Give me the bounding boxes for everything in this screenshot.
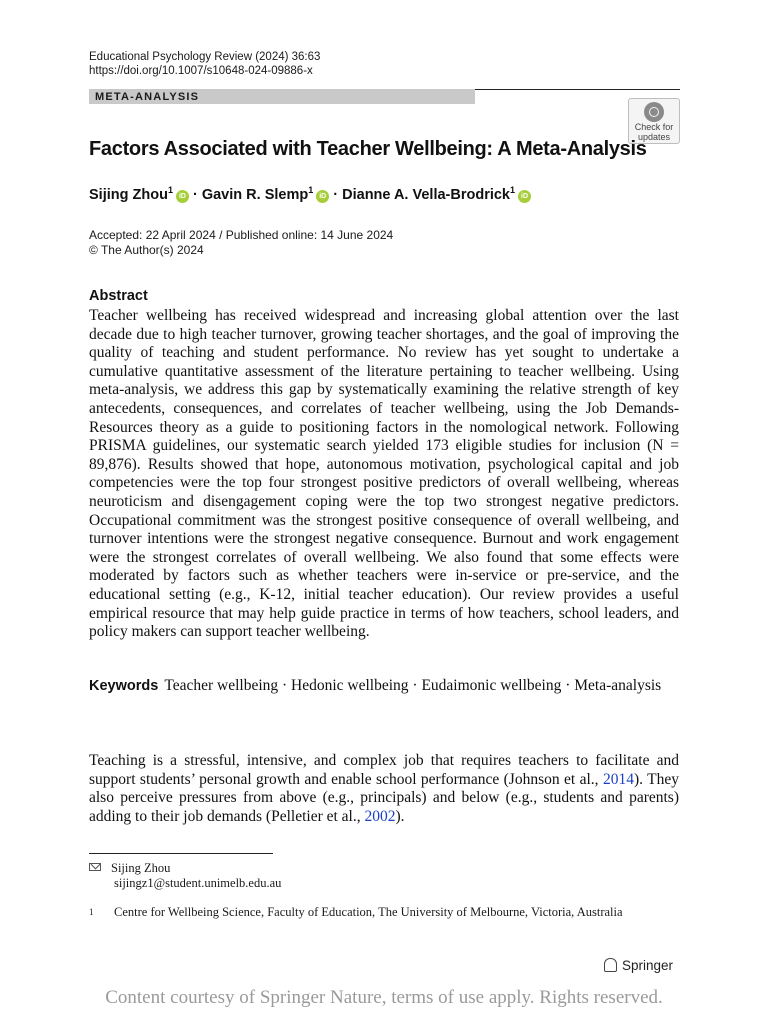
orcid-icon[interactable]: iD [176, 190, 189, 203]
journal-info [89, 50, 320, 78]
check-updates-icon [644, 102, 664, 122]
intro-text: ). They also perceive pressures from above (e.g., principals) and below (e.g., students and parents) adding to their job demands (Pelletier et al., [89, 770, 679, 825]
author-name[interactable]: Dianne A. Vella-Brodrick [342, 186, 511, 203]
intro-text: Teaching is a stressful, intensive, and complex job that requires teachers to facilitate and support students’ personal growth and enable school performance (Johnson et al., [89, 752, 679, 788]
doi-link[interactable]: https://doi.org/10.1007/s10648-024-09886-x [89, 65, 313, 77]
author-name[interactable]: Gavin R. Slemp [201, 186, 309, 203]
check-updates-line-1: Check for [634, 122, 674, 132]
journal-citation: Educational Psychology Review (2024) 36:63 [89, 51, 321, 63]
keywords-label: Keywords [89, 678, 159, 694]
envelope-icon [89, 863, 101, 871]
footnote-rule [89, 853, 273, 854]
intro-text: ). [395, 807, 405, 825]
check-updates-line-2: updates [637, 132, 671, 142]
affiliation-text: Centre for Wellbeing Science, Faculty of Education, The University of Melbourne, Victoria, Australia [114, 905, 623, 919]
section-label: META-ANALYSIS [95, 91, 200, 103]
copyright-notice: © The Author(s) 2024 [89, 243, 204, 257]
author-list [89, 185, 531, 203]
abstract-text: Teacher wellbeing has received widespread and increasing global attention over the last decade due to high teacher turnover, growing teacher shortages, and the goal of improving the quality of teaching and student performance. No review has yet sought to undertake a cumulative quantitative assessment of the literature pertaining to teacher wellbeing. Using meta-analysis, we address this gap by systematically examining the relative strength of key antecedents, consequences, and correlates of teacher wellbeing, using the Job Demands-Resources theory as a guide to positioning factors in the nomological network. Following PRISMA guidelines, our systematic search yielded 173 eligible studies for inclusion (N = 89,876). Results showed that hope, autonomous motivation, psychological capital and job competencies were the top four strongest positive predictors of overall wellbeing, whereas neuroticism and disengagement coping were the top two strongest negative predictors. Occupational commitment was the strongest positive consequence of overall wellbeing, and turnover intentions were the strongest negative consequence. Burnout and work engagement were the strongest correlates of overall wellbeing. We also found that some effects were moderated by factors such as whether teachers were in-service or pre-service, and the educational setting (e.g., K-12, initial teacher education). Our review provides a useful empirical resource that may help guide practice in terms of how teachers, school leaders, and policy makers can support teacher wellbeing. [89, 307, 679, 641]
citation-link[interactable]: 2002 [364, 807, 396, 825]
affiliation-number: 1 [89, 907, 94, 917]
author-affiliation-ref: 1 [167, 185, 173, 195]
contact-email[interactable]: sijingz1@student.unimelb.edu.au [114, 876, 282, 890]
abstract-heading: Abstract [89, 288, 148, 304]
publisher-name: Springer [622, 958, 674, 973]
header-rule [475, 89, 680, 90]
contact-name: Sijing Zhou [111, 861, 171, 875]
intro-paragraph [89, 752, 679, 826]
springer-horse-icon [604, 958, 617, 972]
affiliation-footnote [89, 905, 644, 920]
keywords-list: Teacher wellbeing · Hedonic wellbeing · Eudaimonic wellbeing · Meta-analysis [164, 677, 662, 694]
citation-link[interactable]: 2014 [602, 770, 634, 788]
corresponding-author [89, 861, 281, 891]
author-affiliation-ref: 1 [308, 185, 314, 195]
author-affiliation-ref: 1 [510, 185, 516, 195]
author-name[interactable]: Sijing Zhou [89, 186, 168, 203]
orcid-icon[interactable]: iD [316, 190, 329, 203]
accepted-published-dates: Accepted: 22 April 2024 / Published online: 14 June 2024 [89, 228, 394, 242]
publisher-logo [604, 958, 673, 973]
orcid-icon[interactable]: iD [518, 190, 531, 203]
keywords [89, 677, 679, 696]
author-separator: · [188, 186, 202, 203]
author-separator: · [329, 186, 343, 203]
article-title: Factors Associated with Teacher Wellbeing: A Meta-Analysis [89, 138, 647, 160]
courtesy-notice: Content courtesy of Springer Nature, terms of use apply. Rights reserved. [105, 987, 663, 1008]
publication-dates [89, 228, 393, 258]
